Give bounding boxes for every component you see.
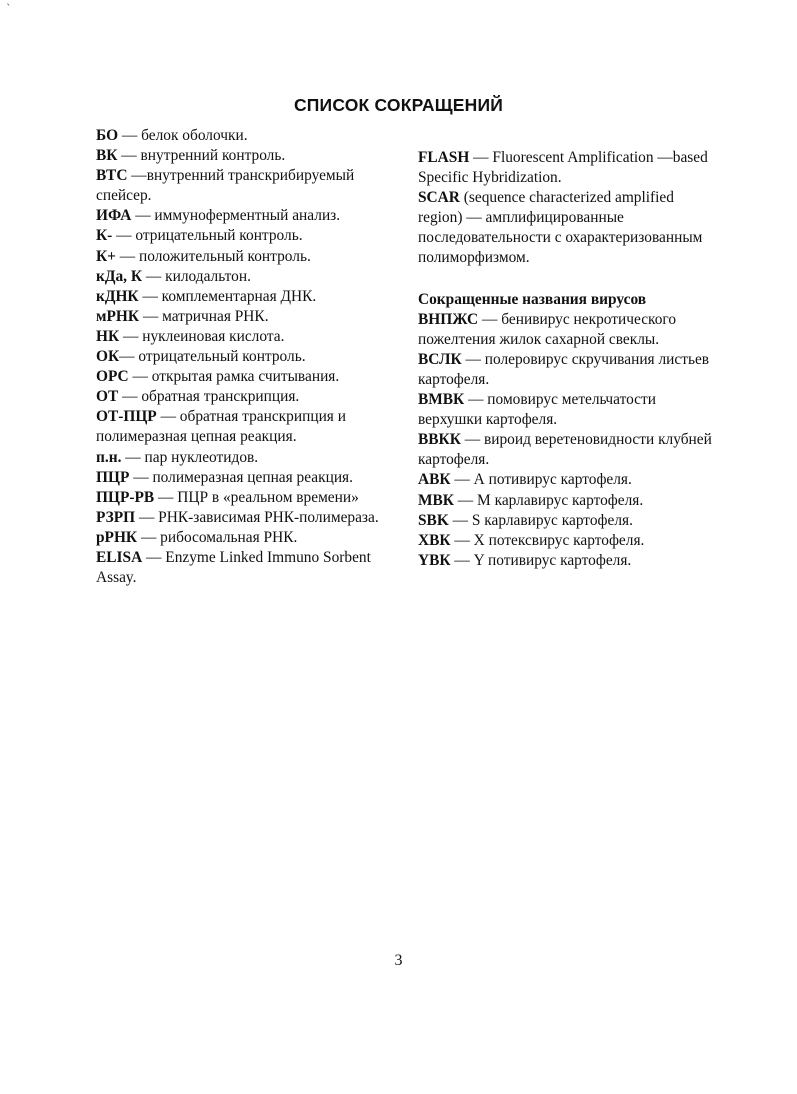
abbreviation-definition: — матричная РНК. [139, 307, 269, 325]
abbreviation-term: ОТ-ПЦР [96, 408, 157, 426]
abbreviation-definition: (sequence characterized amplified region) — амплифицированные последовательности с охарактеризованным полиморфизмом. [418, 189, 703, 267]
abbreviation-term: ВМВК [418, 391, 465, 409]
abbreviation-term: НК [96, 327, 120, 345]
abbreviation-term: кДНК [96, 287, 139, 305]
abbreviation-term: FLASH [418, 149, 470, 166]
abbreviation-term: ПЦР [96, 468, 130, 486]
abbreviation-term: SBK [418, 511, 449, 529]
abbreviation-entry [96, 247, 396, 267]
abbreviation-entry [96, 327, 396, 347]
abbreviation-entry [418, 551, 718, 571]
abbreviation-term: п.н. [96, 448, 122, 466]
abbreviation-definition: — положительный контроль. [115, 247, 311, 265]
abbreviation-entry [96, 367, 396, 387]
abbreviation-definition: — иммуноферментный анализ. [131, 207, 341, 225]
abbreviation-entry [96, 126, 396, 146]
right-column [418, 148, 718, 571]
abbreviation-entry [96, 407, 396, 447]
left-column [96, 126, 396, 588]
abbreviation-definition: — отрицательный контроль. [119, 348, 306, 366]
corner-mark: ` [6, 2, 12, 15]
abbreviation-definition: — помовирус метельчатости верхушки картофеля. [418, 391, 656, 429]
abbreviation-term: ОРС [96, 368, 129, 386]
abbreviation-definition: — Y потивирус картофеля. [450, 551, 632, 569]
abbreviation-term: К- [96, 227, 113, 245]
abbreviation-entry [96, 488, 396, 508]
abbreviation-term: ВНПЖС [418, 310, 479, 328]
abbreviation-definition: —внутренний транскрибируемый спейсер. [96, 167, 355, 205]
abbreviation-definition: — рибосомальная РНК. [137, 528, 298, 546]
abbreviation-entry [418, 491, 718, 511]
abbreviation-term: АВК [418, 471, 451, 489]
abbreviation-definition: — обратная транскрипция и полимеразная цепная реакция. [96, 408, 346, 446]
abbreviation-term: кДа, К [96, 267, 143, 285]
abbreviation-definition: — Fluorescent Amplification —based Specific Hybridization. [418, 149, 708, 187]
abbreviation-definition: — М карлавирус картофеля. [453, 491, 644, 509]
abbreviation-term: ELISA [96, 548, 143, 566]
abbreviation-entry [96, 347, 396, 367]
abbreviation-term: ВСЛК [418, 350, 462, 368]
virus-heading: Сокращенные названия вирусов [418, 290, 647, 308]
abbreviation-definition: — комплементарная ДНК. [138, 287, 317, 305]
abbreviation-entry [96, 146, 396, 166]
abbreviation-definition: — Х потексвирус картофеля. [450, 531, 645, 549]
abbreviation-term: рРНК [96, 528, 138, 546]
abbreviation-entry [96, 387, 396, 407]
abbreviation-definition: — нуклеиновая кислота. [119, 327, 285, 345]
right-entries [418, 148, 718, 269]
abbreviation-entry [418, 430, 718, 470]
abbreviation-definition: — килодальтон. [142, 267, 251, 285]
abbreviation-entry [96, 548, 396, 588]
abbreviation-definition: — А потивирус картофеля. [450, 471, 632, 489]
abbreviation-term: ХВК [418, 531, 451, 549]
abbreviation-term: ОТ [96, 388, 119, 406]
abbreviation-term: SCAR [418, 189, 460, 207]
abbreviation-entry [96, 528, 396, 548]
abbreviation-term: ВВКК [418, 431, 461, 449]
abbreviation-entry [96, 166, 396, 206]
abbreviation-term: ВТС [96, 167, 128, 185]
abbreviation-term: ВК [96, 147, 118, 165]
abbreviation-definition: — белок оболочки. [118, 127, 248, 144]
abbreviation-entry [96, 508, 396, 528]
abbreviation-definition: — внутренний контроль. [117, 147, 286, 165]
abbreviation-entry [418, 148, 718, 188]
abbreviation-entry [96, 267, 396, 287]
abbreviation-definition: — пар нуклеотидов. [121, 448, 259, 466]
abbreviation-definition: — Enzyme Linked Immuno Sorbent Assay. [96, 548, 371, 587]
abbreviation-term: МВК [418, 491, 454, 509]
abbreviation-entry [418, 511, 718, 531]
abbreviation-entry [96, 468, 396, 488]
abbreviation-definition: — полимеразная цепная реакция. [129, 468, 353, 486]
abbreviation-entry [418, 350, 718, 390]
page-title: СПИСОК СОКРАЩЕНИЙ [293, 95, 504, 115]
abbreviation-entry [96, 307, 396, 327]
abbreviation-entry [418, 310, 718, 350]
abbreviation-term: РЗРП [96, 508, 136, 526]
abbreviation-definition: — обратная транскрипция. [118, 388, 300, 406]
abbreviation-definition: — ПЦР в «реальном времени» [154, 488, 359, 506]
abbreviation-entry [96, 448, 396, 468]
virus-entries [418, 310, 718, 571]
abbreviation-term: К+ [96, 247, 116, 265]
abbreviation-entry [418, 470, 718, 490]
abbreviation-entry [96, 206, 396, 226]
abbreviation-term: YВК [418, 551, 451, 569]
abbreviation-entry [418, 531, 718, 551]
abbreviation-term: ОК [96, 348, 120, 366]
abbreviation-term: БО [96, 127, 119, 144]
abbreviation-definition: — вироид веретеновидности клубней картофеля. [418, 431, 712, 469]
abbreviation-definition: — бенивирус некротического пожелтения жилок сахарной свеклы. [418, 310, 677, 348]
abbreviation-definition: — отрицательный контроль. [112, 227, 303, 245]
abbreviation-definition: — S карлавирус картофеля. [448, 511, 633, 529]
abbreviation-term: мРНК [96, 307, 140, 325]
abbreviation-definition: — открытая рамка считывания. [128, 368, 340, 386]
abbreviation-entry [418, 188, 718, 268]
abbreviation-term: ИФА [96, 207, 132, 225]
abbreviation-entry [96, 226, 396, 246]
abbreviation-term: ПЦР-РВ [96, 488, 155, 506]
abbreviation-definition: — полеровирус скручивания листьев картофеля. [418, 350, 710, 388]
abbreviation-entry [96, 287, 396, 307]
abbreviation-definition: — РНК-зависимая РНК-полимераза. [135, 508, 379, 526]
page-number: 3 [394, 952, 403, 969]
abbreviation-entry [418, 390, 718, 430]
